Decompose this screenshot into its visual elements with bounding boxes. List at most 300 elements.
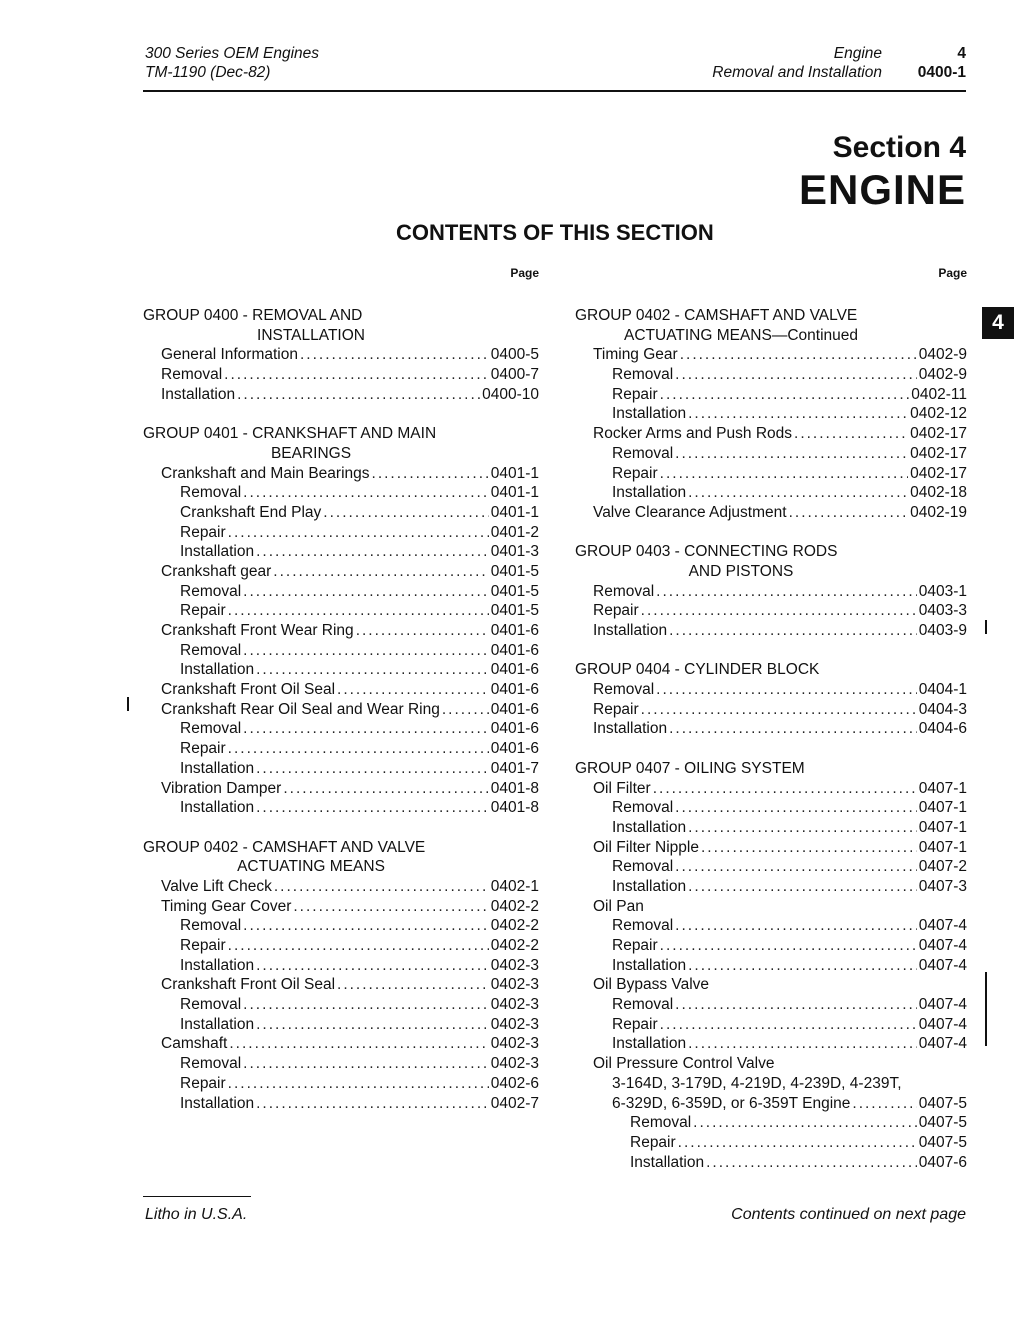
toc-right-column (575, 266, 967, 1172)
entry-page-number: 0401-2 (490, 523, 539, 541)
dot-leader (356, 621, 489, 641)
group-title: GROUP 0402 - CAMSHAFT AND VALVE (143, 838, 426, 856)
dot-leader (273, 562, 488, 582)
entry-page-number: 0407-5 (918, 1094, 967, 1112)
entry-page-number: 0403-9 (918, 622, 967, 639)
dot-leader (693, 1113, 917, 1133)
dot-leader (337, 680, 489, 700)
dot-leader (706, 1153, 917, 1173)
toc-entry (143, 621, 539, 641)
entry-label: Installation (180, 1015, 255, 1033)
entry-page-number: 0407-4 (918, 956, 967, 974)
entry-label: Oil Filter (593, 779, 651, 797)
subheading-label: Oil Bypass Valve (593, 976, 710, 994)
toc-entry (575, 877, 967, 897)
toc-entry (143, 700, 539, 720)
entry-label: Installation (180, 543, 255, 561)
entry-label: Rocker Arms and Push Rods (593, 425, 793, 443)
entry-label: Removal (180, 582, 242, 600)
revision-bar (985, 972, 987, 1046)
dot-leader (675, 916, 917, 936)
entry-label: Installation (180, 956, 255, 974)
header-rule (143, 90, 966, 92)
toc-entry (143, 798, 539, 818)
toc-entry (575, 1133, 967, 1153)
toc-entry (143, 503, 539, 523)
entry-label: Repair (180, 937, 226, 954)
contents-title: CONTENTS OF THIS SECTION (396, 220, 714, 245)
dot-leader (256, 1015, 489, 1035)
group-title: GROUP 0402 - CAMSHAFT AND VALVE (575, 307, 858, 324)
entry-page-number: 0400-10 (482, 385, 539, 403)
dot-leader (243, 641, 489, 661)
entry-page-number: 0404-3 (918, 700, 967, 718)
entry-label: Installation (612, 956, 687, 974)
toc-entry (575, 1094, 967, 1114)
toc-entry (575, 838, 967, 858)
dot-leader (228, 523, 489, 543)
revision-bar (127, 697, 129, 711)
entry-label: Installation (593, 622, 668, 639)
entry-page-number: 0407-1 (918, 779, 967, 797)
toc-entry (575, 601, 967, 621)
dot-leader (256, 759, 489, 779)
subheading-label: 3-164D, 3-179D, 4-219D, 4-239D, 4-239T, (612, 1074, 902, 1092)
entry-page-number: 0407-6 (918, 1153, 967, 1171)
entry-label: Repair (180, 740, 226, 758)
header-page-number: 0400-1 (917, 64, 966, 81)
toc-group-heading (575, 542, 967, 562)
dot-leader (789, 503, 909, 523)
dot-leader (688, 404, 908, 424)
entry-page-number: 0402-3 (490, 996, 539, 1014)
toc-entry (143, 365, 539, 385)
toc-entry (143, 719, 539, 739)
entry-label: Installation (612, 405, 687, 423)
section-name: ENGINE (798, 166, 966, 213)
toc-entry (143, 680, 539, 700)
toc-subheading (575, 975, 967, 995)
toc-entry (575, 404, 967, 424)
dot-leader (228, 936, 489, 956)
dot-leader (660, 464, 908, 484)
entry-label: Crankshaft gear (161, 562, 272, 580)
entry-label: Repair (180, 523, 226, 541)
toc-entry (143, 975, 539, 995)
dot-leader (256, 798, 489, 818)
group-title: GROUP 0403 - CONNECTING RODS (575, 543, 838, 561)
toc-entry (575, 503, 967, 523)
page-heading-label: Page (510, 266, 539, 280)
entry-label: Installation (612, 877, 687, 895)
toc-entry (143, 562, 539, 582)
dot-leader (256, 1094, 489, 1114)
group-title-continued: AND PISTONS (688, 562, 794, 580)
entry-label: Installation (612, 484, 687, 502)
dot-leader (660, 1015, 917, 1035)
toc-left-column (143, 266, 539, 1113)
entry-label: Repair (630, 1133, 676, 1151)
toc-entry (575, 444, 967, 464)
entry-page-number: 0401-1 (490, 503, 539, 521)
entry-label: Installation (180, 661, 255, 679)
dot-leader (300, 345, 489, 365)
toc-subheading (575, 897, 967, 917)
toc-entry (143, 582, 539, 602)
group-title: GROUP 0401 - CRANKSHAFT AND MAIN (143, 425, 437, 443)
dot-leader (794, 424, 908, 444)
dot-leader (274, 877, 489, 897)
dot-leader (641, 601, 917, 621)
entry-label: Removal (593, 681, 655, 699)
toc-entry (575, 582, 967, 602)
entry-label: General Information (161, 346, 298, 364)
entry-page-number: 0402-1 (490, 877, 539, 895)
entry-label: Removal (612, 996, 674, 1014)
toc-entry (143, 956, 539, 976)
entry-page-number: 0402-3 (490, 1055, 539, 1073)
toc-entry (143, 464, 539, 484)
dot-leader (660, 936, 917, 956)
entry-page-number: 0402-11 (911, 385, 967, 403)
toc-entry (575, 1034, 967, 1054)
toc-group-heading (143, 424, 539, 444)
toc-entry (143, 483, 539, 503)
toc-entry (575, 916, 967, 936)
page-column-heading (575, 266, 967, 306)
footer-rule (143, 1196, 251, 1197)
entry-page-number: 0401-6 (490, 740, 539, 758)
entry-label: Removal (630, 1114, 692, 1132)
entry-label: Installation (161, 385, 236, 403)
dot-leader (675, 365, 917, 385)
toc-subheading (575, 1054, 967, 1074)
toc-entry (575, 365, 967, 385)
dot-leader (243, 916, 489, 936)
toc-entry (575, 464, 967, 484)
entry-page-number: 0404-1 (918, 681, 967, 699)
entry-label: Repair (593, 602, 639, 620)
entry-label: Installation (593, 720, 668, 738)
entry-page-number: 0401-6 (490, 681, 539, 699)
entry-label: Camshaft (161, 1035, 228, 1053)
entry-page-number: 0403-3 (918, 602, 967, 620)
toc-entry (143, 523, 539, 543)
dot-leader (323, 503, 488, 523)
entry-page-number: 0407-4 (918, 996, 967, 1014)
group-title-continued: ACTUATING MEANS—Continued (624, 326, 858, 344)
entry-label: Installation (630, 1153, 705, 1171)
dot-leader (701, 838, 917, 858)
dot-leader (442, 700, 489, 720)
toc-entry (575, 956, 967, 976)
entry-label: Repair (612, 464, 658, 482)
entry-page-number: 0403-1 (918, 582, 967, 600)
entry-page-number: 0407-4 (918, 917, 967, 935)
dot-leader (372, 464, 489, 484)
toc-entry (575, 700, 967, 720)
toc-entry (143, 916, 539, 936)
entry-label: Removal (612, 444, 674, 462)
entry-label: Timing Gear Cover (161, 897, 292, 915)
toc-entry (575, 995, 967, 1015)
toc-entry (575, 818, 967, 838)
toc-group-heading-continued (575, 562, 967, 582)
entry-page-number: 0401-8 (490, 799, 539, 817)
entry-label: Timing Gear (593, 346, 678, 364)
entry-label: Removal (180, 917, 242, 935)
dot-leader (688, 877, 917, 897)
entry-label: Installation (612, 1035, 687, 1053)
dot-leader (656, 582, 917, 602)
toc-entry (575, 779, 967, 799)
manual-number: TM-1190 (Dec-82) (145, 64, 271, 81)
toc-group-heading-continued (143, 444, 539, 464)
header-section-name: Engine (833, 45, 882, 62)
toc-entry (143, 995, 539, 1015)
entry-label: Removal (180, 720, 242, 738)
dot-leader (688, 483, 908, 503)
dot-leader (675, 995, 917, 1015)
toc-entry (575, 1153, 967, 1173)
dot-leader (243, 1054, 489, 1074)
header-section-number: 4 (957, 45, 966, 62)
entry-page-number: 0401-8 (490, 779, 539, 797)
group-title: GROUP 0404 - CYLINDER BLOCK (575, 661, 820, 679)
toc-entry (575, 424, 967, 444)
dot-leader (256, 956, 489, 976)
toc-entry (143, 641, 539, 661)
group-title-continued: ACTUATING MEANS (237, 858, 385, 876)
entry-label: Valve Clearance Adjustment (593, 503, 787, 521)
toc-entry (575, 385, 967, 405)
toc-entry (143, 1015, 539, 1035)
group-title-continued: BEARINGS (270, 444, 352, 462)
toc-entry (575, 798, 967, 818)
subheading-label: Oil Pan (593, 897, 644, 915)
dot-leader (228, 601, 489, 621)
entry-label: Repair (612, 937, 658, 954)
entry-page-number: 0402-3 (490, 956, 539, 974)
dot-leader (660, 385, 910, 405)
entry-label: Removal (593, 582, 655, 600)
entry-page-number: 0407-3 (918, 877, 967, 895)
entry-label: Crankshaft and Main Bearings (161, 464, 370, 482)
entry-label: Repair (180, 1074, 226, 1092)
entry-page-number: 0407-2 (918, 858, 967, 876)
entry-label: Removal (612, 858, 674, 876)
entry-page-number: 0402-2 (490, 897, 539, 915)
dot-leader (229, 1034, 488, 1054)
entry-label: Repair (180, 602, 226, 620)
entry-label: Oil Filter Nipple (593, 838, 699, 856)
toc-entry (143, 897, 539, 917)
entry-page-number: 0402-17 (910, 444, 967, 462)
toc-entry (575, 345, 967, 365)
toc-entry (143, 542, 539, 562)
group-title-continued: INSTALLATION (257, 326, 365, 344)
entry-label: Crankshaft Front Wear Ring (161, 622, 354, 639)
entry-page-number: 0404-6 (918, 720, 967, 738)
dot-leader (243, 582, 489, 602)
entry-page-number: 0402-3 (490, 976, 539, 994)
entry-page-number: 0401-5 (490, 602, 539, 620)
dot-leader (243, 719, 489, 739)
dot-leader (675, 857, 917, 877)
entry-page-number: 0402-3 (490, 1015, 539, 1033)
entry-label: Crankshaft End Play (180, 503, 322, 521)
toc-group-heading-continued (575, 326, 967, 346)
toc-group-heading (575, 306, 967, 326)
page-column-heading (143, 266, 539, 306)
manual-series: 300 Series OEM Engines (145, 45, 320, 62)
dot-leader (675, 444, 908, 464)
dot-leader (656, 680, 917, 700)
entry-page-number: 0402-2 (490, 937, 539, 954)
dot-leader (688, 956, 917, 976)
entry-label: Crankshaft Front Oil Seal (161, 681, 336, 699)
subheading-label: Oil Pressure Control Valve (593, 1055, 775, 1073)
dot-leader (669, 621, 917, 641)
toc-group-heading-continued (143, 326, 539, 346)
entry-page-number: 0402-6 (490, 1074, 539, 1092)
dot-leader (243, 995, 489, 1015)
dot-leader (293, 897, 488, 917)
entry-page-number: 0401-1 (490, 464, 539, 482)
page-heading-label: Page (938, 266, 967, 280)
entry-label: Removal (161, 366, 223, 384)
entry-page-number: 0407-1 (918, 838, 967, 856)
entry-label: Removal (612, 799, 674, 817)
entry-label: Installation (180, 799, 255, 817)
footer-printing-note: Litho in U.S.A. (145, 1206, 248, 1223)
group-title: GROUP 0400 - REMOVAL AND (143, 307, 363, 324)
entry-page-number: 0407-4 (918, 1015, 967, 1033)
entry-label: Removal (180, 1055, 242, 1073)
toc-entry (143, 1074, 539, 1094)
toc-entry (143, 877, 539, 897)
header-topic (640, 44, 882, 82)
toc-group-heading-continued (143, 857, 539, 877)
dot-leader (680, 345, 917, 365)
entry-page-number: 0401-7 (490, 759, 539, 777)
entry-label: Crankshaft Front Oil Seal (161, 976, 336, 994)
toc-entry (575, 857, 967, 877)
entry-page-number: 0401-6 (490, 700, 539, 718)
dot-leader (678, 1133, 917, 1153)
toc-entry (575, 1015, 967, 1035)
entry-page-number: 0401-5 (490, 582, 539, 600)
toc-entry (143, 739, 539, 759)
toc-list-right (575, 306, 967, 1172)
entry-page-number: 0402-7 (490, 1094, 539, 1112)
dot-leader (669, 719, 917, 739)
toc-spacer (143, 404, 539, 424)
toc-entry (575, 483, 967, 503)
dot-leader (228, 1074, 489, 1094)
entry-label: Removal (180, 484, 242, 502)
footer-continued-note: Contents continued on next page (731, 1206, 966, 1223)
entry-page-number: 0402-17 (910, 425, 967, 443)
toc-group-heading (575, 660, 967, 680)
toc-entry (575, 680, 967, 700)
entry-page-number: 0407-5 (918, 1114, 967, 1132)
entry-page-number: 0401-6 (490, 720, 539, 738)
toc-spacer (575, 523, 967, 543)
dot-leader (337, 975, 489, 995)
entry-page-number: 0401-6 (490, 661, 539, 679)
toc-entry (575, 936, 967, 956)
header-manual-title (145, 44, 445, 82)
entry-label: Vibration Damper (161, 779, 282, 797)
entry-page-number: 0402-17 (910, 464, 967, 482)
entry-page-number: 0401-3 (490, 543, 539, 561)
toc-entry (143, 345, 539, 365)
dot-leader (283, 779, 488, 799)
toc-entry (143, 660, 539, 680)
entry-label: Installation (180, 759, 255, 777)
toc-group-heading (143, 306, 539, 326)
toc-entry (143, 1094, 539, 1114)
toc-entry (143, 759, 539, 779)
entry-label: Repair (612, 385, 658, 403)
entry-label: Removal (180, 641, 242, 659)
toc-entry (143, 385, 539, 405)
entry-page-number: 0402-19 (910, 503, 967, 521)
dot-leader (243, 483, 489, 503)
toc-entry (143, 601, 539, 621)
entry-page-number: 0402-12 (910, 405, 967, 423)
toc-entry (575, 621, 967, 641)
section-thumb-tab: 4 (982, 307, 1014, 339)
dot-leader (256, 660, 489, 680)
toc-entry (575, 719, 967, 739)
toc-spacer (575, 641, 967, 661)
entry-label: 6-329D, 6-359D, or 6-359T Engine (612, 1094, 851, 1112)
entry-label: Installation (180, 1094, 255, 1112)
section-label: Section 4 (832, 131, 966, 164)
dot-leader (228, 739, 489, 759)
entry-page-number: 0407-1 (918, 799, 967, 817)
dot-leader (653, 779, 917, 799)
entry-label: Removal (180, 996, 242, 1014)
entry-label: Removal (612, 366, 674, 384)
toc-entry (575, 1113, 967, 1133)
entry-page-number: 0407-5 (918, 1133, 967, 1151)
entry-label: Valve Lift Check (161, 877, 272, 895)
entry-page-number: 0407-1 (918, 818, 967, 836)
entry-page-number: 0407-4 (918, 1035, 967, 1053)
entry-page-number: 0401-5 (490, 562, 539, 580)
entry-page-number: 0400-5 (490, 346, 539, 364)
toc-subheading (575, 1074, 967, 1094)
entry-page-number: 0400-7 (490, 366, 539, 384)
entry-page-number: 0402-2 (490, 917, 539, 935)
entry-label: Repair (612, 1015, 658, 1033)
toc-entry (143, 936, 539, 956)
entry-page-number: 0402-18 (910, 484, 967, 502)
dot-leader (641, 700, 917, 720)
toc-spacer (143, 818, 539, 838)
dot-leader (688, 1034, 917, 1054)
entry-page-number: 0402-3 (490, 1035, 539, 1053)
entry-label: Repair (593, 700, 639, 718)
toc-entry (143, 1054, 539, 1074)
dot-leader (224, 365, 489, 385)
toc-spacer (575, 739, 967, 759)
dot-leader (675, 798, 917, 818)
entry-page-number: 0402-9 (918, 366, 967, 384)
